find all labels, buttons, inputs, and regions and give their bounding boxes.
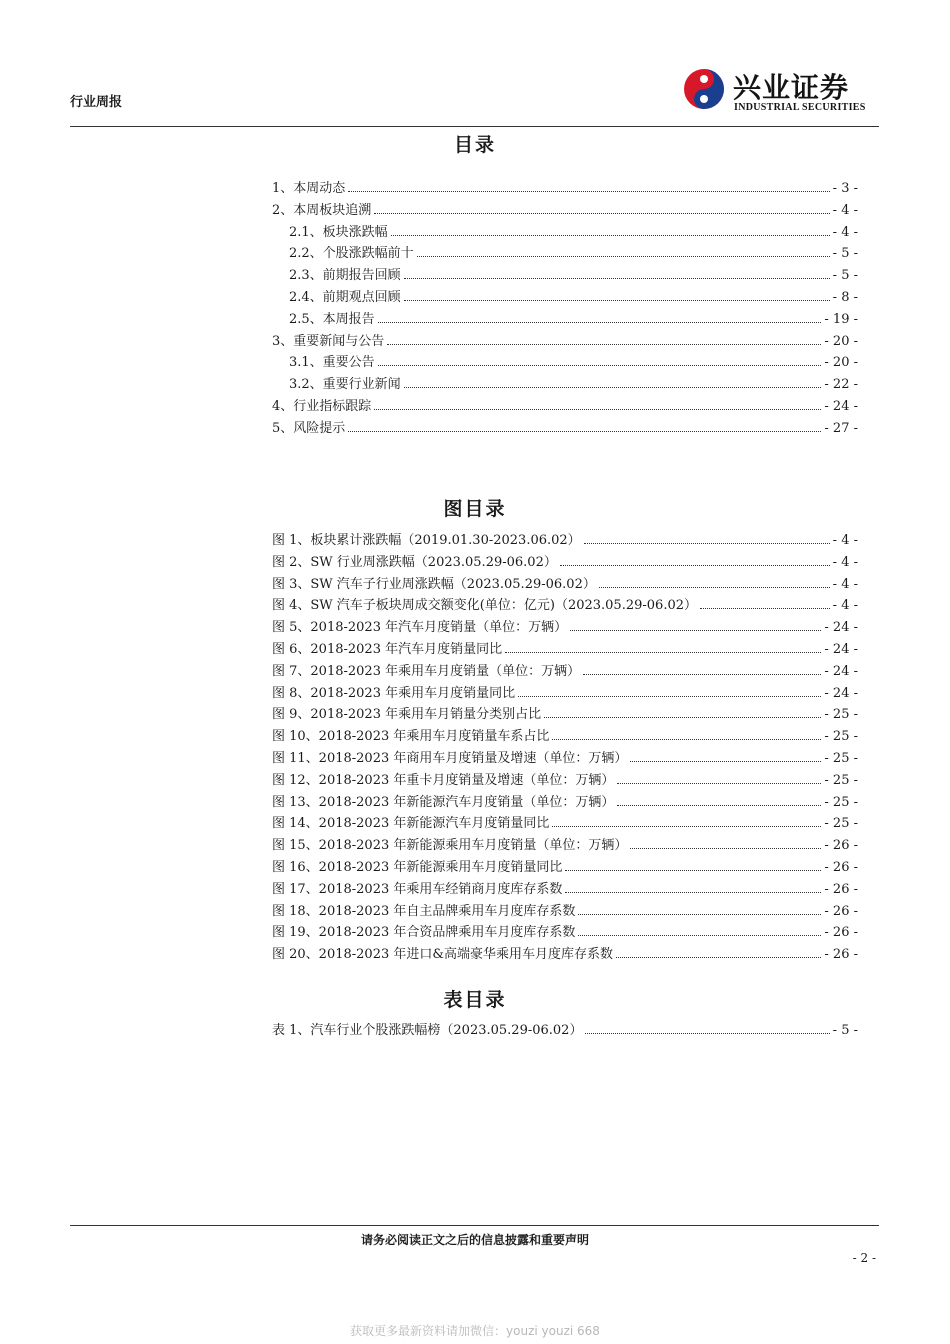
toc-entry-page: - 5 - — [832, 1023, 858, 1038]
toc-entry[interactable] — [272, 395, 858, 415]
toc-entry-page: - 4 - — [832, 576, 858, 592]
dot-leader — [417, 255, 830, 257]
toc-entry-page: - 26 - — [824, 925, 858, 941]
figure-entry[interactable] — [272, 573, 858, 593]
toc-title: 目录 — [453, 134, 496, 156]
figure-entry[interactable] — [272, 725, 858, 745]
toc-entry-label: 4、行业指标跟踪 — [272, 399, 372, 414]
logo-mark-icon — [683, 68, 725, 110]
dot-leader — [404, 299, 830, 301]
figure-entry[interactable] — [272, 682, 858, 702]
toc-entry-label: 图 5、2018-2023 年汽车月度销量（单位：万辆） — [272, 620, 568, 636]
dot-leader — [630, 760, 821, 762]
toc-entry-page: - 24 - — [824, 399, 858, 414]
toc-entry-label: 图 10、2018-2023 年乘用车月度销量车系占比 — [272, 729, 550, 745]
toc-entry-label: 图 15、2018-2023 年新能源乘用车月度销量（单位：万辆） — [272, 838, 628, 854]
dot-leader — [565, 869, 821, 871]
toc-entry-page: - 26 - — [824, 881, 858, 897]
toc-entry-label: 图 4、SW 汽车子板块周成交额变化(单位：亿元)（2023.05.29-06.02） — [272, 598, 697, 614]
toc-entry-page: - 5 - — [832, 268, 858, 284]
figure-entry[interactable] — [272, 856, 858, 876]
toc-entry-page: - 4 - — [832, 598, 858, 614]
toc-entry-label: 3.1、重要公告 — [289, 355, 375, 371]
toc-entry-label: 5、风险提示 — [272, 420, 346, 436]
toc-entry-page: - 24 - — [824, 663, 858, 679]
figure-entry[interactable] — [272, 529, 858, 549]
toc-entry-page: - 3 - — [832, 181, 858, 196]
toc-entry-label: 图 8、2018-2023 年乘用车月度销量同比 — [272, 685, 516, 701]
toc-entry-page: - 26 - — [824, 903, 858, 919]
figure-entry[interactable] — [272, 551, 858, 571]
dot-leader — [584, 542, 830, 544]
toc-entry-page: - 22 - — [824, 377, 858, 393]
dot-leader — [387, 343, 821, 345]
dot-leader — [378, 364, 822, 366]
company-logo — [683, 66, 883, 116]
toc-entry-label: 2、本周板块追溯 — [272, 202, 372, 218]
toc-entry[interactable] — [289, 286, 858, 306]
toc-entry-label: 2.3、前期报告回顾 — [289, 268, 401, 284]
toc-entry-page: - 25 - — [824, 729, 858, 745]
figure-entry[interactable] — [272, 791, 858, 811]
toc-entry-page: - 26 - — [824, 860, 858, 875]
toc-entry-label: 图 12、2018-2023 年重卡月度销量及增速（单位：万辆） — [272, 772, 615, 788]
dot-leader — [544, 716, 821, 718]
toc-entry-label: 图 7、2018-2023 年乘用车月度销量（单位：万辆） — [272, 663, 581, 679]
toc-entry-page: - 25 - — [824, 816, 858, 832]
dot-leader — [570, 629, 821, 631]
toc-entry-page: - 24 - — [824, 620, 858, 636]
toc-entry-label: 图 1、板块累计涨跌幅（2019.01.30-2023.06.02） — [272, 533, 581, 548]
toc-entry[interactable] — [289, 221, 858, 241]
figure-entry[interactable] — [272, 703, 858, 723]
dot-leader — [374, 408, 821, 410]
figure-entry[interactable] — [272, 921, 858, 941]
toc-entry-label: 2.2、个股涨跌幅前十 — [289, 246, 414, 262]
toc-entry-label: 2.1、板块涨跌幅 — [289, 224, 388, 240]
toc-entry-page: - 4 - — [832, 533, 858, 548]
toc-entry-label: 图 14、2018-2023 年新能源汽车月度销量同比 — [272, 816, 550, 832]
toc-entry-page: - 4 - — [832, 224, 858, 240]
toc-entry-page: - 24 - — [824, 642, 858, 657]
figure-entry[interactable] — [272, 594, 858, 614]
dot-leader — [505, 651, 821, 653]
toc-entry-page: - 20 - — [824, 333, 858, 349]
dot-leader — [518, 695, 821, 697]
toc-entry-label: 2.4、前期观点回顾 — [289, 290, 401, 305]
toc-entry-label: 图 9、2018-2023 年乘用车月销量分类别占比 — [272, 707, 542, 723]
toc-entry-label: 图 19、2018-2023 年合资品牌乘用车月度库存系数 — [272, 925, 576, 941]
toc-entry-label: 2.5、本周报告 — [289, 311, 375, 327]
footer-divider — [70, 1225, 879, 1226]
figure-entry[interactable] — [272, 747, 858, 767]
toc-entry-label: 图 20、2018-2023 年进口&高端豪华乘用车月度库存系数 — [272, 947, 613, 963]
toc-entry-label: 图 18、2018-2023 年自主品牌乘用车月度库存系数 — [272, 903, 576, 919]
dot-leader — [583, 673, 821, 675]
toc-entry-label: 3.2、重要行业新闻 — [289, 377, 401, 393]
dot-leader — [578, 913, 821, 915]
toc-entry[interactable] — [289, 308, 858, 328]
logo-english-name: INDUSTRIAL SECURITIES — [734, 102, 866, 113]
figure-entry[interactable] — [272, 943, 858, 963]
toc-entry-page: - 4 - — [832, 202, 858, 218]
dot-leader — [348, 190, 829, 192]
watermark-text: 获取更多最新资料请加微信：youzi youzi 668 — [350, 1324, 600, 1338]
toc-entry-page: - 20 - — [824, 355, 858, 371]
figure-entry[interactable] — [272, 900, 858, 920]
dot-leader — [578, 934, 821, 936]
toc-entry-page: - 26 - — [824, 838, 858, 854]
toc-entry[interactable] — [272, 177, 858, 197]
toc-entry-label: 图 3、SW 汽车子行业周涨跌幅（2023.05.29-06.02） — [272, 576, 596, 592]
toc-entry-label: 1、本周动态 — [272, 181, 346, 196]
toc-entry-page: - 25 - — [824, 794, 858, 810]
dot-leader — [565, 891, 821, 893]
table-entry[interactable] — [272, 1019, 858, 1039]
dot-leader — [617, 804, 821, 806]
toc-entry[interactable] — [289, 373, 858, 393]
toc-entry[interactable] — [272, 330, 858, 350]
dot-leader — [552, 738, 821, 740]
toc-entry-label: 图 6、2018-2023 年汽车月度销量同比 — [272, 642, 503, 657]
toc-entry-page: - 26 - — [824, 947, 858, 963]
dot-leader — [616, 956, 821, 958]
dot-leader — [404, 386, 822, 388]
dot-leader — [700, 607, 830, 609]
dot-leader — [378, 321, 822, 323]
toc-entry-page: - 4 - — [832, 554, 858, 570]
toc-entry-label: 图 17、2018-2023 年乘用车经销商月度库存系数 — [272, 881, 563, 897]
dot-leader — [404, 277, 830, 279]
report-type-label: 行业周报 — [70, 95, 123, 110]
toc-entry-label: 图 2、SW 行业周涨跌幅（2023.05.29-06.02） — [272, 554, 557, 570]
figures-title: 图目录 — [443, 498, 507, 520]
figure-entry[interactable] — [272, 660, 858, 680]
dot-leader — [374, 212, 829, 214]
figure-entry[interactable] — [272, 638, 858, 658]
dot-leader — [560, 564, 830, 566]
toc-entry-page: - 5 - — [832, 246, 858, 262]
figure-entry[interactable] — [272, 616, 858, 636]
toc-entry[interactable] — [289, 242, 858, 262]
toc-entry-page: - 25 - — [824, 751, 858, 766]
dot-leader — [391, 234, 830, 236]
figure-entry[interactable] — [272, 834, 858, 854]
toc-entry-label: 图 11、2018-2023 年商用车月度销量及增速（单位：万辆） — [272, 751, 628, 766]
figure-entry[interactable] — [272, 878, 858, 898]
dot-leader — [630, 847, 821, 849]
page-number: - 2 - — [852, 1251, 876, 1265]
logo-chinese-name: 兴业证券 — [733, 71, 850, 104]
toc-entry-page: - 24 - — [824, 685, 858, 701]
toc-entry-page: - 19 - — [824, 311, 858, 327]
toc-entry[interactable] — [289, 351, 858, 371]
dot-leader — [617, 782, 821, 784]
figure-entry[interactable] — [272, 769, 858, 789]
toc-entry-page: - 25 - — [824, 772, 858, 788]
toc-entry[interactable] — [272, 199, 858, 219]
toc-entry-label: 3、重要新闻与公告 — [272, 333, 385, 349]
toc-entry[interactable] — [272, 417, 858, 437]
dot-leader — [585, 1032, 829, 1034]
toc-entry-page: - 27 - — [824, 420, 858, 436]
toc-entry-page: - 25 - — [824, 707, 858, 723]
toc-entry-page: - 8 - — [832, 290, 858, 305]
toc-entry[interactable] — [289, 264, 858, 284]
dot-leader — [348, 430, 821, 432]
header-divider — [70, 126, 879, 127]
figure-entry[interactable] — [272, 812, 858, 832]
dot-leader — [599, 586, 830, 588]
toc-entry-label: 表 1、汽车行业个股涨跌幅榜（2023.05.29-06.02） — [272, 1023, 583, 1038]
disclaimer-note: 请务必阅读正文之后的信息披露和重要声明 — [360, 1233, 589, 1247]
toc-entry-label: 图 13、2018-2023 年新能源汽车月度销量（单位：万辆） — [272, 794, 615, 810]
dot-leader — [552, 825, 821, 827]
toc-entry-label: 图 16、2018-2023 年新能源乘用车月度销量同比 — [272, 860, 563, 875]
tables-title: 表目录 — [443, 989, 507, 1011]
